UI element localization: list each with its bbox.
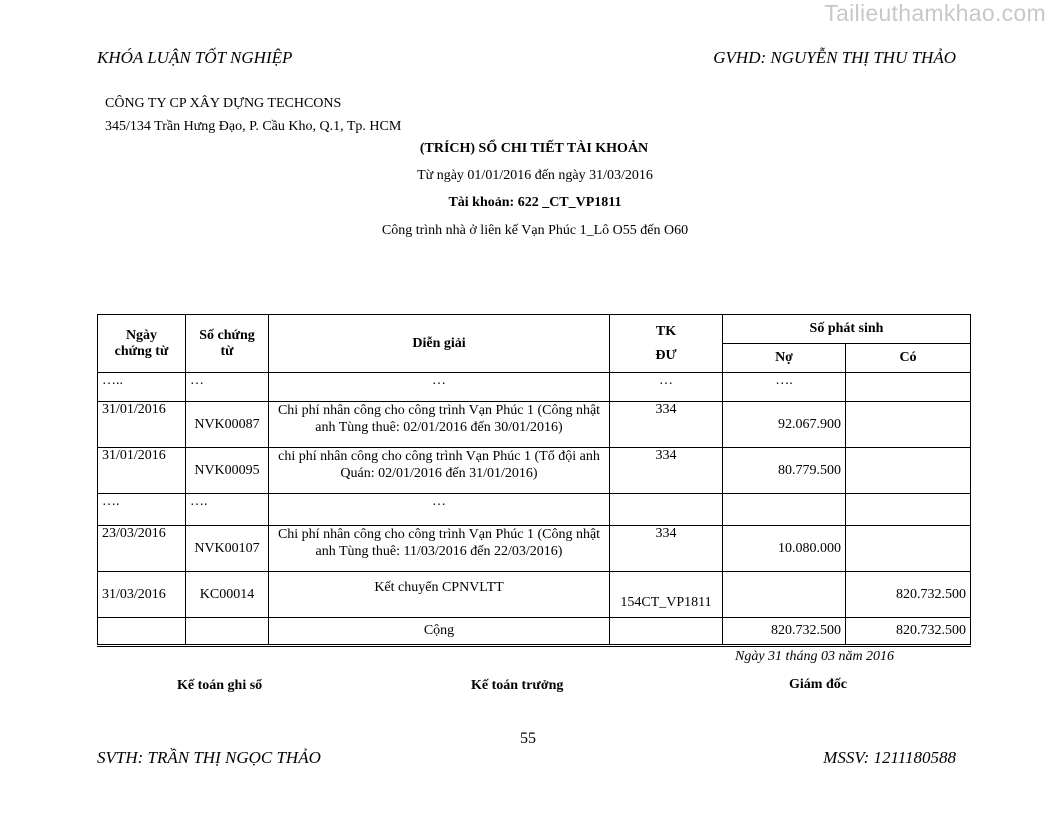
header-row-1 [98, 315, 971, 344]
cell-credit [846, 402, 971, 448]
cell-debit: 80.779.500 [723, 448, 846, 494]
total-credit: 820.732.500 [846, 618, 971, 646]
cell-date: …. [98, 494, 186, 526]
cell-date: 31/03/2016 [98, 572, 186, 618]
col-header-num-line1: Số chứng [199, 327, 255, 343]
cell-credit [846, 494, 971, 526]
signature-bookkeeper: Kế toán ghi sổ [177, 678, 263, 693]
col-header-debit: Nợ [723, 344, 846, 373]
table-row [98, 494, 971, 526]
table-row [98, 572, 971, 618]
cell-date: 31/01/2016 [98, 402, 186, 448]
cell-date: 31/01/2016 [98, 448, 186, 494]
cell-description: … [269, 373, 610, 402]
cell-contra-account: 334 [610, 526, 723, 572]
project-name: Công trình nhà ở liên kế Vạn Phúc 1_Lô O55 đến O60 [381, 223, 689, 238]
col-header-date-line1: Ngày [125, 327, 158, 343]
col-header-tk-line1: TK [655, 323, 677, 339]
col-header-date [98, 315, 186, 373]
header-supervisor: GVHD: NGUYỄN THỊ THU THẢO [713, 48, 956, 67]
company-address: 345/134 Trần Hưng Đạo, P. Cầu Kho, Q.1, Tp. HCM [105, 119, 402, 134]
cell-description: Chi phí nhân công cho công trình Vạn Phúc 1 (Công nhật anh Tùng thuê: 02/01/2016 đến 30/01/2016) [269, 402, 610, 448]
cell-voucher: NVK00095 [186, 448, 269, 494]
col-header-num-line2: từ [220, 343, 234, 359]
cell-debit [723, 572, 846, 618]
cell-description: Chi phí nhân công cho công trình Vạn Phúc 1 (Công nhật anh Tùng thuê: 11/03/2016 đến 22/03/2016) [269, 526, 610, 572]
page-number: 55 [520, 730, 536, 747]
footer-student-id: MSSV: 1211180588 [823, 748, 956, 767]
col-header-amount-group: Số phát sinh [723, 315, 971, 344]
cell-voucher: KC00014 [186, 572, 269, 618]
total-cell-empty [186, 618, 269, 646]
col-header-date-line2: chứng từ [114, 343, 169, 359]
cell-description: … [269, 494, 610, 526]
header-thesis-title: KHÓA LUẬN TỐT NGHIỆP [97, 48, 293, 67]
table-row [98, 526, 971, 572]
total-label: Cộng [269, 618, 610, 646]
cell-contra-account: … [610, 373, 723, 402]
cell-contra-account: 334 [610, 448, 723, 494]
watermark: Tailieuthamkhao.com [824, 0, 1046, 26]
signature-chief-accountant: Kế toán trưởng [471, 678, 564, 693]
col-header-description: Diễn giải [269, 315, 610, 373]
table-row [98, 448, 971, 494]
cell-debit: 10.080.000 [723, 526, 846, 572]
cell-debit [723, 494, 846, 526]
cell-contra-account: 154CT_VP1811 [610, 572, 723, 618]
cell-credit [846, 373, 971, 402]
cell-voucher: …. [186, 494, 269, 526]
cell-voucher: … [186, 373, 269, 402]
cell-contra-account: 334 [610, 402, 723, 448]
col-header-contra-account [610, 315, 723, 373]
cell-credit: 820.732.500 [846, 572, 971, 618]
cell-date: ….. [98, 373, 186, 402]
cell-description: Kết chuyển CPNVLTT [269, 572, 610, 618]
cell-voucher: NVK00107 [186, 526, 269, 572]
company-name: CÔNG TY CP XÂY DỰNG TECHCONS [105, 96, 342, 111]
cell-debit: …. [723, 373, 846, 402]
table-row [98, 373, 971, 402]
col-header-tk-line2: ĐƯ [655, 347, 677, 363]
cell-date: 23/03/2016 [98, 526, 186, 572]
cell-contra-account [610, 494, 723, 526]
total-cell-empty [610, 618, 723, 646]
table-row [98, 402, 971, 448]
cell-credit [846, 448, 971, 494]
document-period: Từ ngày 01/01/2016 đến ngày 31/03/2016 [417, 168, 653, 183]
total-row [98, 618, 971, 646]
signature-director: Giám đốc [789, 677, 847, 692]
cell-description: chi phí nhân công cho công trình Vạn Phúc 1 (Tổ đội anh Quán: 02/01/2016 đến 31/01/2016) [269, 448, 610, 494]
document-title: (TRÍCH) SỔ CHI TIẾT TÀI KHOẢN [419, 141, 649, 156]
footer-student-name: SVTH: TRẦN THỊ NGỌC THẢO [97, 748, 321, 767]
col-header-credit: Có [846, 344, 971, 373]
cell-voucher: NVK00087 [186, 402, 269, 448]
signing-date: Ngày 31 tháng 03 năm 2016 [735, 649, 895, 664]
account-code: Tài khoản: 622 _CT_VP1811 [448, 195, 622, 210]
total-debit: 820.732.500 [723, 618, 846, 646]
total-cell-empty [98, 618, 186, 646]
cell-debit: 92.067.900 [723, 402, 846, 448]
account-ledger-table [97, 314, 971, 647]
col-header-voucher-number [186, 315, 269, 373]
cell-credit [846, 526, 971, 572]
